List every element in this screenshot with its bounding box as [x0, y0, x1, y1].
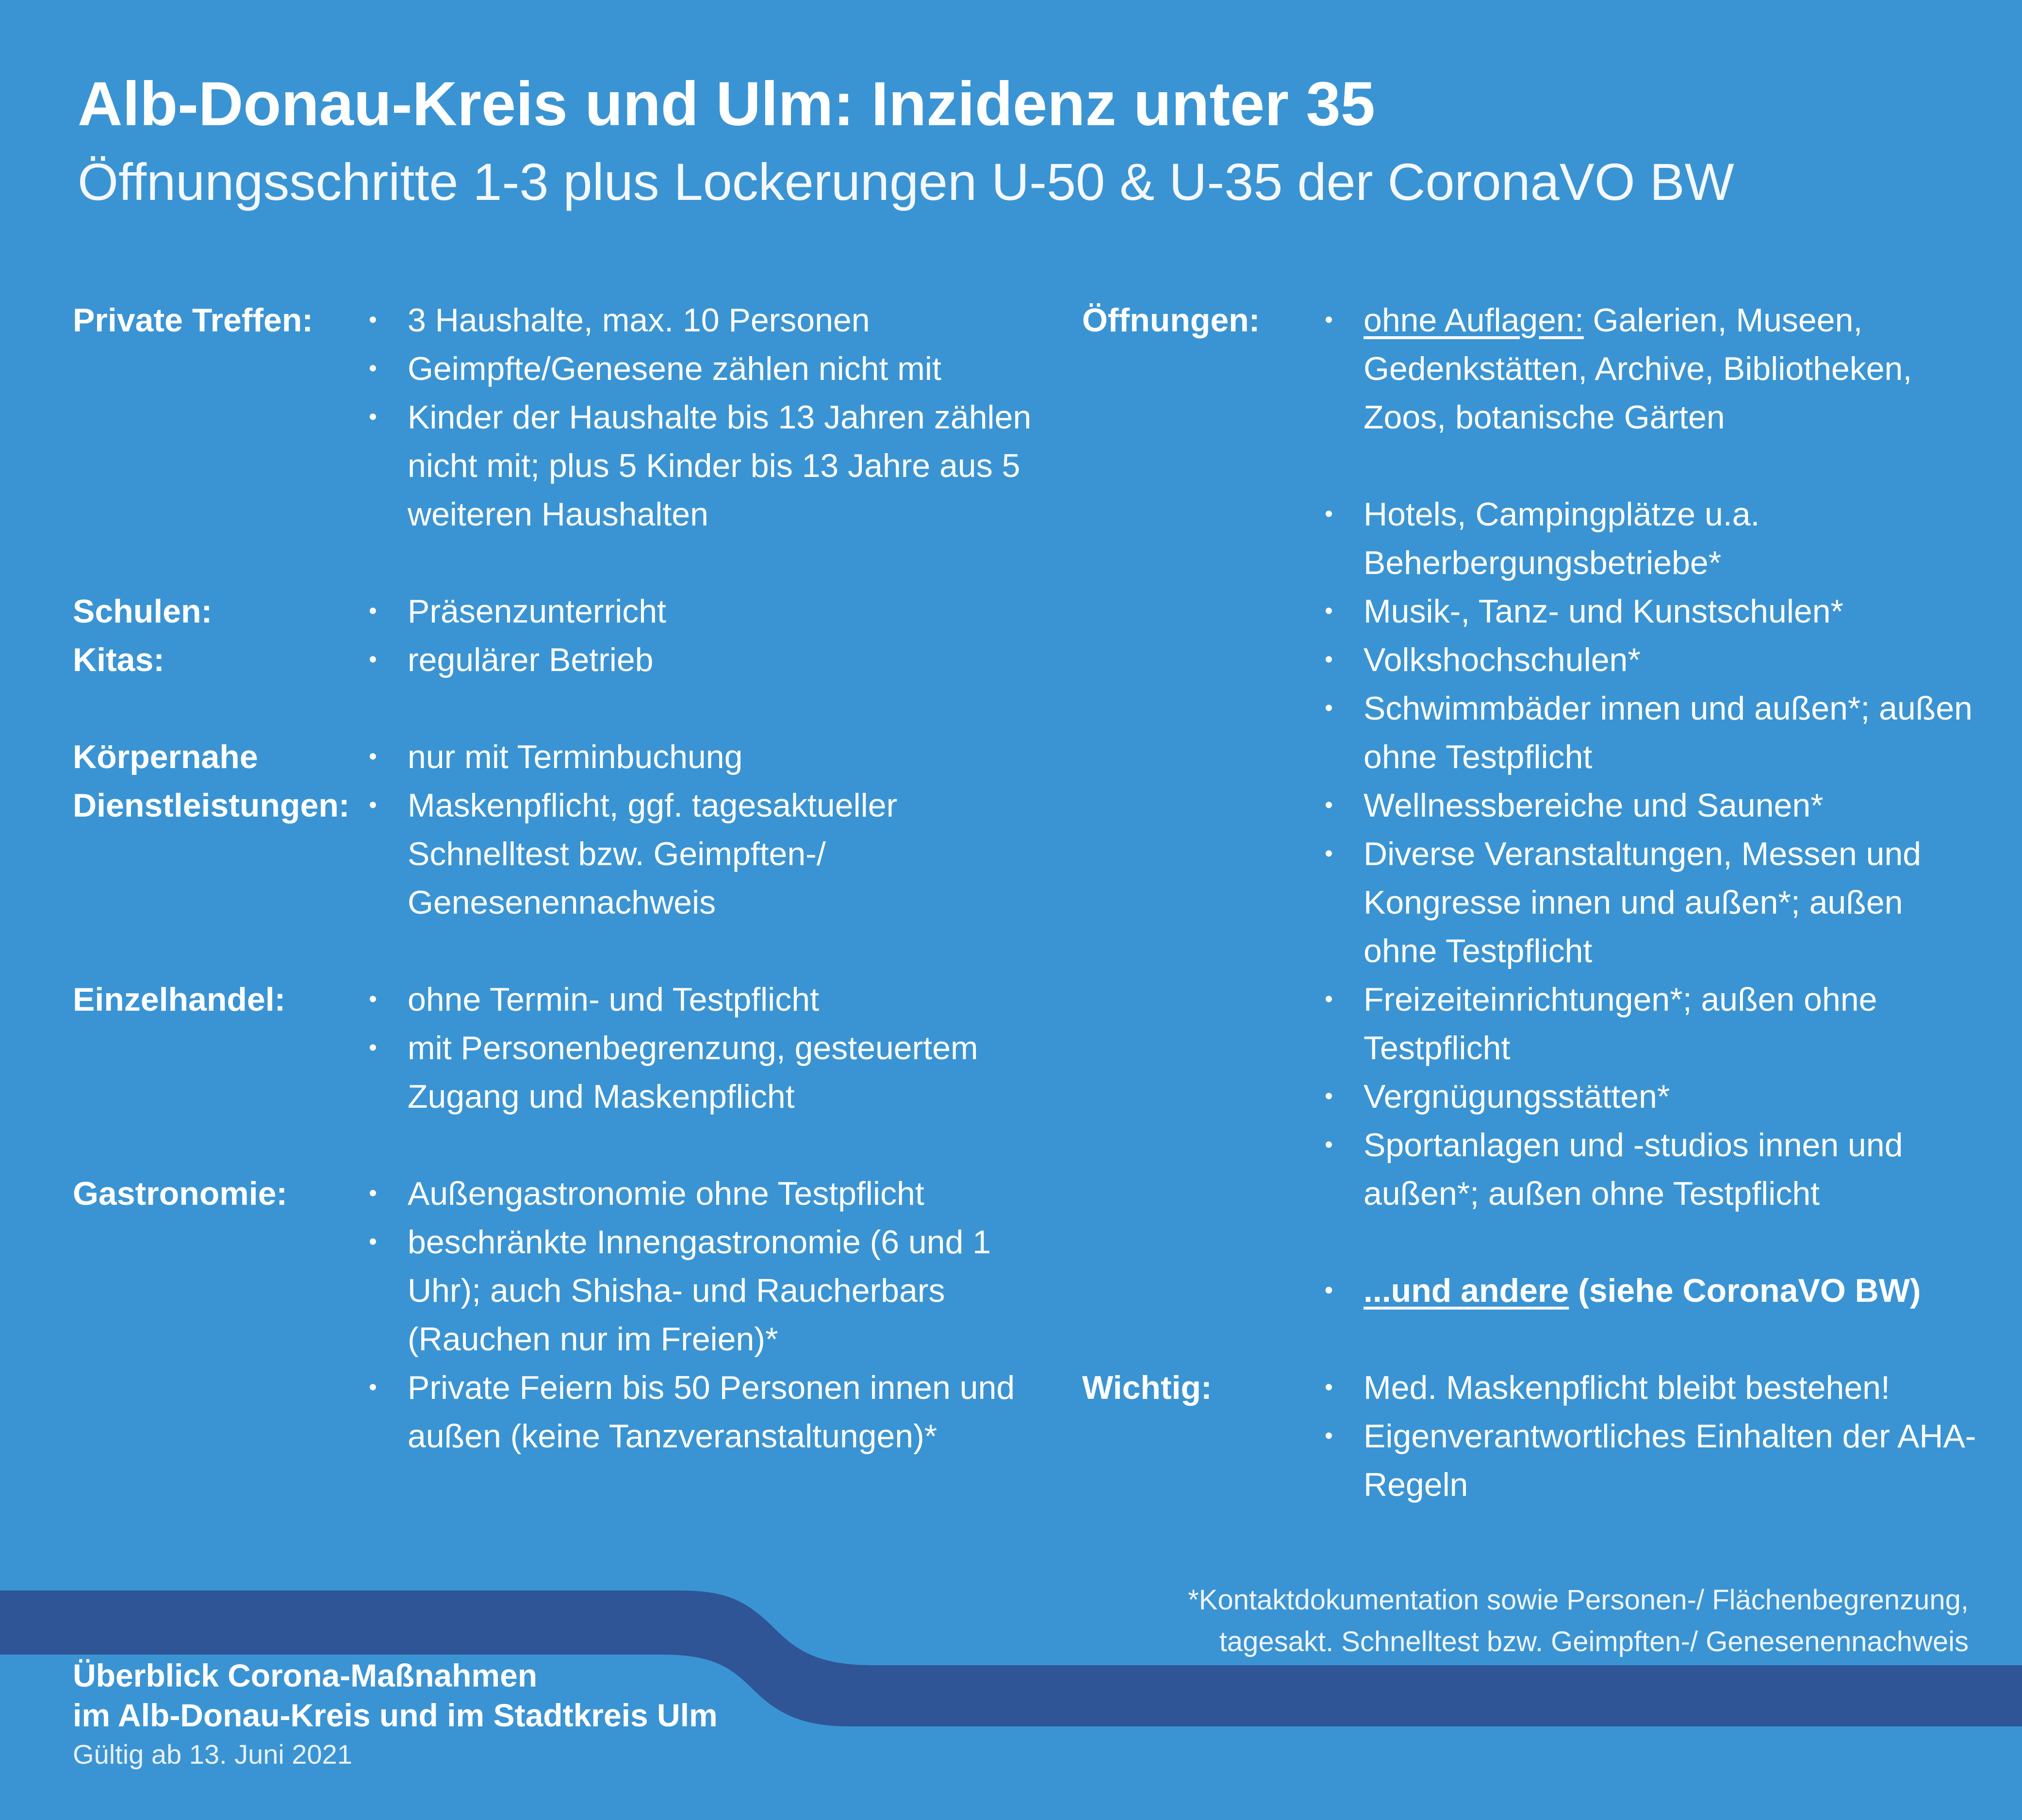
section-label: Wichtig:	[1082, 1369, 1212, 1406]
list-item: • ohne Termin- und Testpflicht	[369, 975, 1043, 1024]
underlined-label: ohne Auflagen:	[1364, 302, 1584, 339]
validity-date: Gültig ab 13. Juni 2021	[73, 1739, 352, 1770]
page-title: Alb-Donau-Kreis und Ulm: Inzidenz unter 35	[78, 69, 1375, 139]
list-item: • Eigenverantwortliches Einhalten der AHA-Regeln	[1325, 1412, 1985, 1509]
footnote	[1188, 1579, 1969, 1663]
list-item: • Musik-, Tanz- und Kunstschulen*	[1325, 587, 1985, 636]
section-label: Kitas:	[73, 641, 164, 678]
more-link-text: ...und andere	[1364, 1272, 1569, 1309]
list-item: • beschränkte Innengastronomie (6 und 1 Uhr); auch Shisha- und Raucherbars (Rauchen nur im Freien)*	[369, 1218, 1043, 1363]
section-label: Einzelhandel:	[73, 981, 286, 1018]
list-item-text: Galerien, Museen, Gedenkstätten, Archive, Bibliotheken, Zoos, botanische Gärten	[1364, 302, 1912, 436]
list-item: • Diverse Veranstaltungen, Messen und Kongresse innen und außen*; außen ohne Testpflicht	[1325, 830, 1985, 975]
section-label: Öffnungen:	[1082, 302, 1260, 339]
list-item: • Wellnessbereiche und Saunen*	[1325, 781, 1985, 830]
section-label-line: Dienstleistungen:	[73, 787, 350, 824]
section-label: Gastronomie:	[73, 1175, 288, 1212]
list-item: • Med. Maskenpflicht bleibt bestehen!	[1325, 1363, 1985, 1412]
section-label-line: Körpernahe	[73, 738, 258, 775]
list-item: • Vergnügungsstätten*	[1325, 1072, 1985, 1121]
list-item: • nur mit Terminbuchung	[369, 733, 1043, 781]
footnote-line: tagesakt. Schnelltest bzw. Geimpften-/ Genesenennachweis	[1219, 1626, 1969, 1657]
section-label: Private Treffen:	[73, 302, 313, 339]
footer-title-line: im Alb-Donau-Kreis und im Stadtkreis Ulm	[73, 1697, 718, 1733]
list-item: • Volkshochschulen*	[1325, 636, 1985, 684]
section-label: Schulen:	[73, 593, 213, 630]
list-item: • Sportanlagen und -studios innen und außen*; außen ohne Testpflicht	[1325, 1121, 1985, 1218]
footnote-line: *Kontaktdokumentation sowie Personen-/ Flächenbegrenzung,	[1188, 1584, 1969, 1616]
footer-info	[73, 1656, 718, 1774]
list-item: • regulärer Betrieb	[369, 636, 1043, 684]
list-item: • Hotels, Campingplätze u.a. Beherbergungsbetriebe*	[1325, 490, 1985, 587]
list-item: • Private Feiern bis 50 Personen innen und außen (keine Tanzveranstaltungen)*	[369, 1363, 1043, 1460]
list-item: • Kinder der Haushalte bis 13 Jahren zählen nicht mit; plus 5 Kinder bis 13 Jahre aus 5 weiteren Haushalten	[369, 393, 1043, 539]
list-item: • Geimpfte/Genesene zählen nicht mit	[369, 344, 1043, 393]
page-subtitle: Öffnungsschritte 1-3 plus Lockerungen U-50 & U-35 der CoronaVO BW	[78, 152, 1734, 211]
list-item-text: (siehe CoronaVO BW)	[1569, 1272, 1921, 1309]
list-item: • Maskenpflicht, ggf. tagesaktueller Schnelltest bzw. Geimpften-/ Genesenennachweis	[369, 781, 1043, 927]
list-item: • 3 Haushalte, max. 10 Personen	[369, 296, 1043, 344]
list-item: • Außengastronomie ohne Testpflicht	[369, 1169, 1043, 1218]
list-item: • Schwimmbäder innen und außen*; außen ohne Testpflicht	[1325, 684, 1985, 781]
list-item: • Freizeiteinrichtungen*; außen ohne Testpflicht	[1325, 975, 1985, 1072]
list-item: • Präsenzunterricht	[369, 587, 1043, 636]
footer-title-line: Überblick Corona-Maßnahmen	[73, 1657, 538, 1693]
list-item: • mit Personenbegrenzung, gesteuertem Zugang und Maskenpflicht	[369, 1024, 1043, 1121]
